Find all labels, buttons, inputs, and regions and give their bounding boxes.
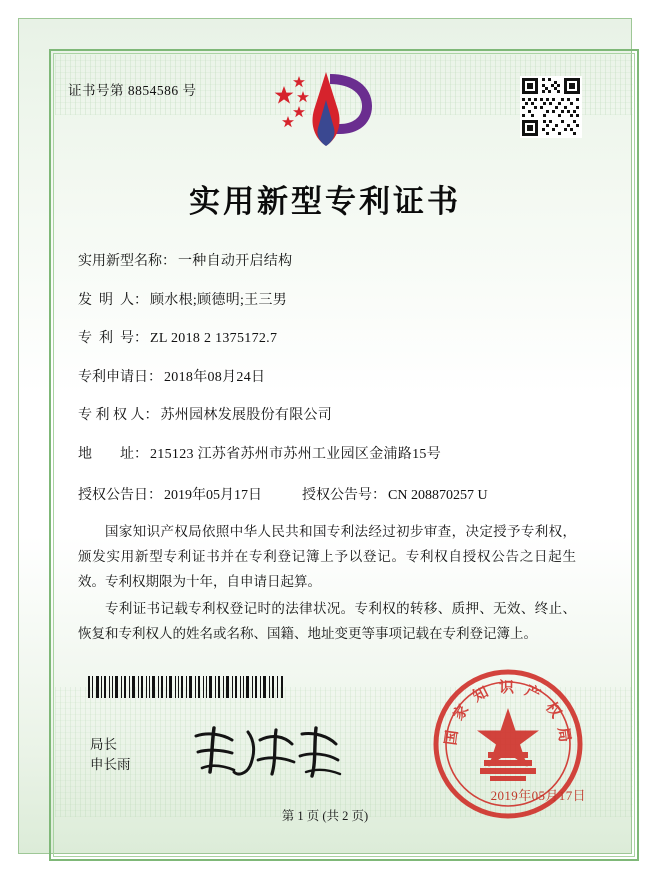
paragraph-1: 国家知识产权局依照中华人民共和国专利法经过初步审查，决定授予专利权，颁发实用新型专利证书并在专利登记簿上予以登记。专利权自授权公告之日起生效。专利权期限为十年，自申请日起算。: [78, 524, 576, 589]
field-row-name: [78, 253, 578, 271]
grant-date-value: 2019年05月17日: [164, 488, 262, 503]
field-label: 地 址：: [78, 446, 148, 462]
field-value: 苏州园林发展股份有限公司: [160, 408, 333, 423]
field-row-application-date: [78, 369, 578, 387]
seal-date: 2019年05月17日: [490, 788, 586, 803]
field-list: [78, 253, 578, 512]
field-value: 顾水根;顾德明;王三男: [150, 292, 288, 308]
field-label: 发 明 人：: [78, 292, 148, 308]
field-row-patentee: [78, 407, 578, 425]
field-label: 专利申请日：: [78, 369, 162, 385]
signature-block: [90, 735, 131, 776]
handwritten-signature-icon: [188, 722, 348, 784]
field-value: ZL 2018 2 1375172.7: [150, 331, 278, 346]
field-label: 专 利 权 人：: [78, 408, 159, 423]
field-value: 一种自动开启结构: [178, 254, 293, 269]
director-title-label: 局长: [90, 737, 117, 752]
field-label: 实用新型名称：: [78, 254, 176, 269]
body-text: [78, 520, 576, 649]
barcode-icon: [88, 676, 284, 698]
field-row-address: [78, 446, 578, 464]
certificate-number: 证书号第 8854586 号: [68, 83, 197, 98]
page-title: 实用新型专利证书: [189, 184, 461, 219]
grant-number-label: 授权公告号：: [302, 488, 386, 503]
field-value: 2018年08月24日: [164, 369, 266, 385]
field-label: 专 利 号：: [78, 331, 148, 346]
cnipa-emblem-icon: [272, 66, 380, 158]
field-value: 215123 江苏省苏州市苏州工业园区金浦路15号: [150, 446, 441, 462]
qr-code-icon: [520, 76, 582, 138]
field-row-inventors: [78, 292, 578, 310]
grant-number-value: CN 208870257 U: [388, 488, 488, 503]
field-row-grant: [78, 484, 578, 504]
grant-date-label: 授权公告日：: [78, 488, 162, 503]
director-name-label: 申长雨: [90, 757, 131, 773]
page-footer: 第 1 页 (共 2 页): [281, 809, 369, 823]
svg-text:国 家 知 识 产 权 局: 国 家 知 识 产 权 局: [443, 680, 573, 747]
field-row-patent-number: [78, 330, 578, 348]
paragraph-2: 专利证书记载专利权登记时的法律状况。专利权的转移、质押、无效、终止、恢复和专利权人的姓名或名称、国籍、地址变更等事项记载在专利登记簿上。: [78, 600, 576, 641]
